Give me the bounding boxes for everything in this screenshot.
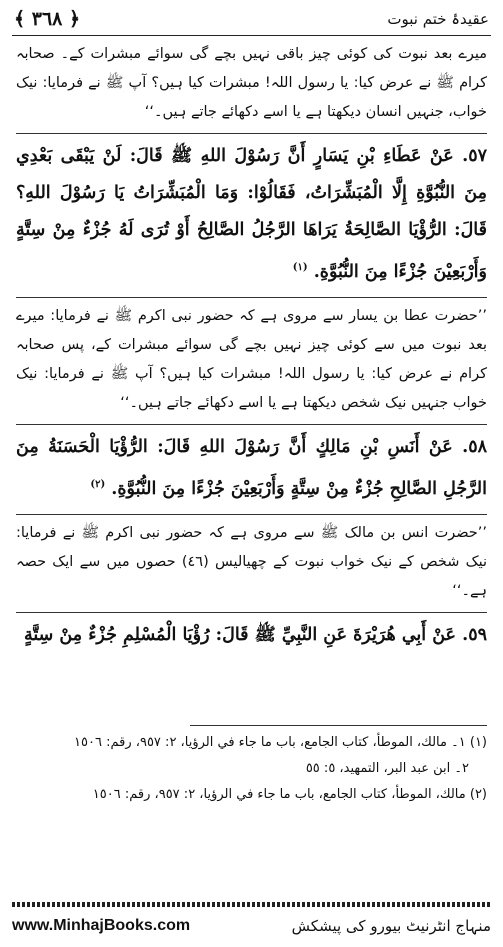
page-header	[14, 6, 489, 32]
page-body	[16, 40, 487, 654]
hadith-number: ٥٧.	[462, 146, 487, 166]
header-rule	[12, 35, 491, 36]
divider	[16, 514, 487, 515]
hadith-58-arabic	[16, 429, 487, 508]
hadith-number: ٥٩.	[462, 624, 487, 645]
book-title: عقیدۂ ختم نبوت	[387, 10, 489, 28]
hadith-number: ٥٨.	[462, 436, 488, 457]
divider	[16, 424, 487, 425]
website-link[interactable]: www.MinhajBooks.com	[12, 917, 191, 934]
footnote-1: (١) ١۔ مالك، الموطأ، كتاب الجامع، باب ما جاء في الرؤيا، ٢: ٩٥٧، رقم: ١٥٠٦	[74, 735, 487, 750]
footnote-1-second: ٢۔ ابن عبد البر، التمهيد، ٥: ٥٥	[305, 761, 469, 776]
divider	[16, 297, 487, 298]
hadith-57-translation: ’’حضرت عطا بن یسار سے مروی ہے کہ حضور نبی اکرم ﷺ نے فرمایا: میرے بعد نبوت میں سے کوئی چیز نہیں بچے گی سوائے مبشرات کے، پس صحابہ کرام نے عرض کیا: یا رسول اللہ! مبشرات کیا ہیں؟ آپ ﷺ نے فرمایا: نیک خواب جنہیں نیک شخص دیکھتا ہے یا اسے دکھائے جاتے ہیں۔‘‘	[16, 307, 487, 411]
page-footer	[12, 912, 491, 940]
translation-paragraph: میرے بعد نبوت کی کوئی چیز باقی نہیں بچے گی سوائے مبشرات کے۔ صحابہ کرام ﷺ نے عرض کیا: یا رسول اللہ! مبشرات کیا ہیں؟ آپ ﷺ نے فرمایا: نیک خواب، جنہیں انسان دیکھتا ہے یا اسے دکھائے جاتے ہیں۔‘‘	[16, 46, 487, 120]
hadith-text: عَنْ أَبِي هُرَيْرَةَ عَنِ النَّبِيِّ ﷺ قَالَ: رُؤْيَا الْمُسْلِمِ جُزْءٌ مِنْ سِتَّةٍ	[24, 624, 456, 645]
footnote-ref: (٢)	[90, 478, 106, 490]
footer-rule	[12, 902, 491, 907]
hadith-text: عَنْ عَطَاءِ بْنِ يَسَارٍ أَنَّ رَسُوْلَ اللهِ ﷺ قَالَ: لَنْ يَبْقَى بَعْدِي مِنَ النُّبُوَّةِ إِلَّا الْمُبَشِّرَاتُ، فَقَالُوْا: وَمَا الْمُبَشِّرَاتُ يَا رَسُوْلَ اللهِ؟ قَالَ: الرُّؤْيَا الصَّالِحَةُ يَرَاهَا الرَّجُلُ الصَّالِحُ أَوْ تُرَى لَهُ جُزْءٌ مِنْ سِتَّةٍ وَأَرْبَعِيْنَ جُزْءًا مِنَ النُّبُوَّةِ.	[16, 146, 487, 282]
hadith-text: عَنْ أَنَسِ بْنِ مَالِكٍ أَنَّ رَسُوْلَ اللهِ قَالَ: الرُّؤْيَا الْحَسَنَةُ مِنَ الرَّجُلِ الصَّالِحِ جُزْءٌ مِنْ سِتَّةٍ وَأَرْبَعِيْنَ جُزْءًا مِنَ النُّبُوَّةِ.	[16, 436, 487, 499]
footnote-2: (٢) مالك، الموطأ، كتاب الجامع، باب ما جاء في الرؤيا، ٢: ٩٥٧، رقم: ١٥٠٦	[92, 787, 487, 802]
page-number: ﴾ ٣٦٨ ﴿	[14, 8, 81, 30]
hadith-59-arabic	[16, 617, 487, 654]
hadith-57-arabic	[16, 138, 487, 291]
hadith-58-translation: ’’حضرت انس بن مالک ﷺ سے مروی ہے کہ حضور نبی اکرم ﷺ نے فرمایا: نیک شخص کے نیک خواب نبوت کے چھیالیس (٤٦) حصوں میں سے ایک حصہ ہے۔‘‘	[16, 524, 487, 599]
footnote-rule	[190, 725, 487, 726]
publisher-credit: منہاج انٹرنیٹ بیورو کی پیشکش	[291, 917, 491, 935]
divider	[16, 133, 487, 134]
footnotes	[16, 730, 487, 808]
divider	[16, 612, 487, 613]
footnote-ref: (١)	[292, 262, 308, 273]
